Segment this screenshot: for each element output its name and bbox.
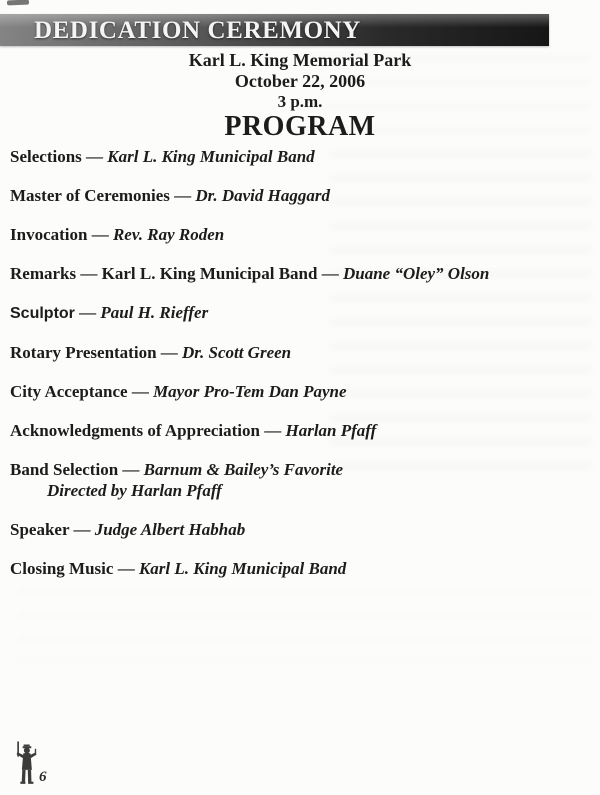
program-item-label: Master of Ceremonies xyxy=(10,186,170,205)
separator-dash: — xyxy=(156,343,183,362)
event-time: 3 p.m. xyxy=(277,92,323,111)
program-item xyxy=(10,146,592,167)
separator-dash: — xyxy=(69,520,95,539)
program-item xyxy=(10,420,592,441)
program-item xyxy=(10,302,592,324)
program-item-value: Judge Albert Habhab xyxy=(94,520,246,539)
program-item-label: Acknowledgments of Appreciation xyxy=(10,421,260,440)
separator-dash: — xyxy=(259,421,286,440)
program-item-value: Karl L. King Municipal Band xyxy=(138,559,347,578)
separator-dash: — xyxy=(127,382,154,401)
program-item-value: Rev. Ray Roden xyxy=(112,225,225,244)
program-item xyxy=(10,224,592,245)
bleedthrough-ghost xyxy=(20,588,590,663)
program-item-value: Duane “Oley” Olson xyxy=(342,264,490,283)
program-item-label: Speaker xyxy=(10,520,70,539)
page-title: PROGRAM xyxy=(224,111,376,142)
page-number: 6 xyxy=(39,769,47,785)
program-item-label: Band Selection xyxy=(10,460,119,479)
program-item-value: Paul H. Rieffer xyxy=(100,303,209,322)
separator-dash: — xyxy=(87,225,113,244)
program-item-label: Selections xyxy=(10,147,82,166)
program-item xyxy=(10,519,592,540)
program-item-mid: Karl L. King Municipal Band xyxy=(101,264,318,283)
banner-title: DEDICATION CEREMONY xyxy=(34,17,361,44)
separator-dash: — xyxy=(169,186,196,205)
program-list xyxy=(10,146,592,597)
program-item-label: City Acceptance xyxy=(10,382,128,401)
program-item-value: Dr. David Haggard xyxy=(195,186,330,205)
program-item-label: Remarks xyxy=(10,264,77,283)
program-item xyxy=(10,342,592,363)
separator-dash: — xyxy=(74,303,101,322)
head-block xyxy=(0,49,600,142)
program-item xyxy=(10,263,592,284)
program-item xyxy=(10,185,592,206)
program-item-value: Harlan Pfaff xyxy=(285,421,377,440)
program-item-value: Karl L. King Municipal Band xyxy=(107,147,315,166)
program-item-label: Closing Music xyxy=(10,559,114,578)
program-item-label: Sculptor xyxy=(10,305,75,322)
banner xyxy=(0,14,549,46)
drum-major-icon xyxy=(10,741,42,786)
program-item-value: Dr. Scott Green xyxy=(182,343,292,362)
program-item-value: Barnum & Bailey’s Favorite xyxy=(143,460,344,479)
program-item xyxy=(10,558,592,579)
program-item-label: Rotary Presentation xyxy=(10,343,157,362)
separator-dash: — xyxy=(317,264,343,283)
program-item-value: Mayor Pro-Tem Dan Payne xyxy=(153,382,347,401)
program-item xyxy=(10,381,592,402)
separator-dash: — xyxy=(81,147,108,166)
separator-dash: — xyxy=(76,264,102,283)
scan-smudge xyxy=(7,0,29,5)
separator-dash: — xyxy=(113,559,139,578)
program-item xyxy=(10,459,592,501)
program-item-continuation: Directed by Harlan Pfaff xyxy=(47,481,222,500)
event-location: Karl L. King Memorial Park xyxy=(188,50,412,70)
separator-dash: — xyxy=(118,460,144,479)
event-date: October 22, 2006 xyxy=(234,71,366,91)
program-item-label: Invocation xyxy=(10,225,88,244)
